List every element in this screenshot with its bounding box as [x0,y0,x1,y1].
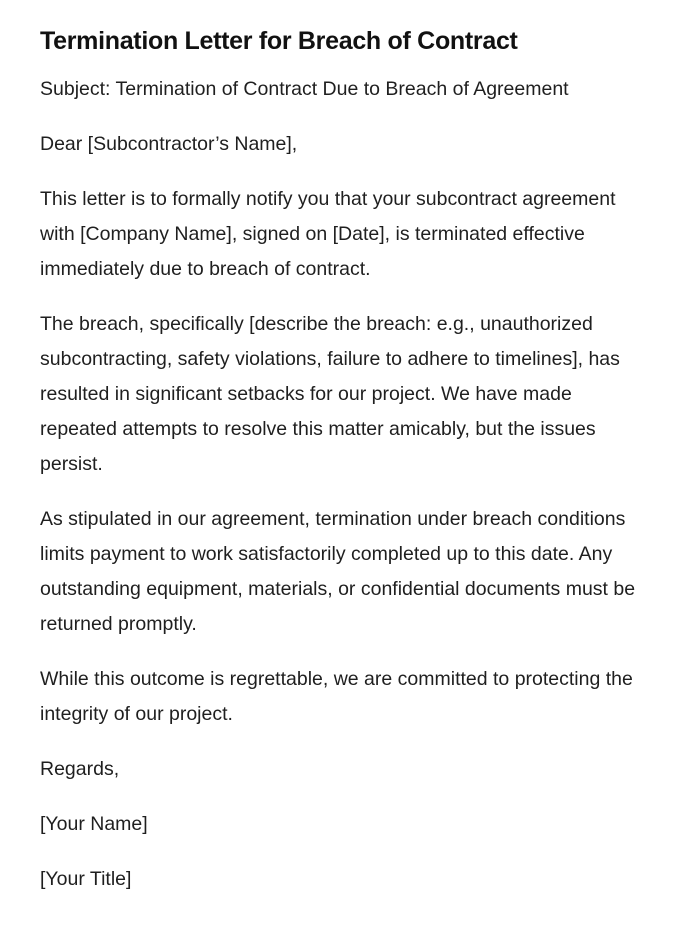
signature-title: [Your Title] [40,868,132,890]
document-title: Termination Letter for Breach of Contract [40,27,518,55]
body-paragraph-payment: As stipulated in our agreement, termination under breach conditions limits payment to work satisfactorily completed up to this date. Any outstanding equipment, materials, or confidential documents must be returned promptly. [40,508,636,635]
body-paragraph-notice: This letter is to formally notify you that your subcontract agreement with [Company Name], signed on [Date], is terminated effective immediately due to breach of contract. [40,188,616,280]
signature-name: [Your Name] [40,813,148,835]
salutation: Dear [Subcontractor’s Name], [40,133,298,155]
letter-document [40,24,640,917]
body-paragraph-breach: The breach, specifically [describe the breach: e.g., unauthorized subcontracting, safety violations, failure to adhere to timelines], has resulted in significant setbacks for our project. We have made repeated attempts to resolve this matter amicably, but the issues persist. [40,313,620,475]
subject-line: Subject: Termination of Contract Due to Breach of Agreement [40,78,569,100]
body-paragraph-closing: While this outcome is regrettable, we are committed to protecting the integrity of our project. [40,668,633,725]
closing-line: Regards, [40,758,120,780]
